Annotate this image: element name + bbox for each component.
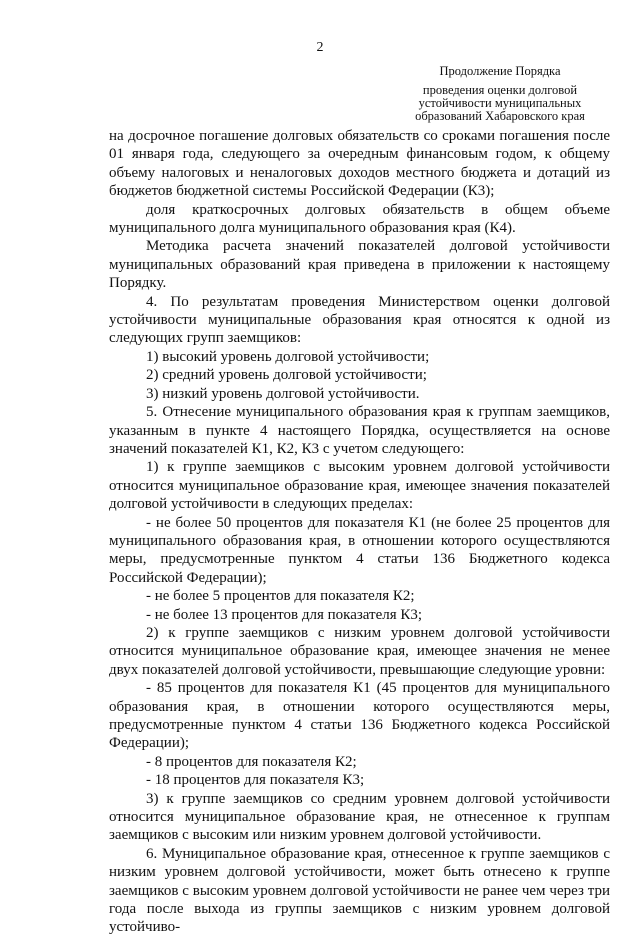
page-number: 2 (316, 40, 324, 55)
paragraph: 3) к группе заемщиков со средним уровнем долговой устойчивости относится муниципальное образование края, не отнесенное к группам заемщиков с высоким или низким уровнем долговой устойчивости. (109, 790, 610, 844)
list-item: - 85 процентов для показателя К1 (45 процентов для муниципального образования края, в отношении которого осуществляются меры, предусмотренные пунктом 4 статьи 136 Бюджетного кодекса Российской Федерации); (109, 680, 610, 752)
paragraph: 4. По результатам проведения Министерством оценки долговой устойчивости муниципальные образования края относятся к одной из следующих групп заемщиков: (109, 293, 610, 347)
paragraph: 6. Муниципальное образование края, отнесенное к группе заемщиков с низким уровнем долговой устойчивости, может быть отнесено к группе заемщиков с высоким уровнем долговой устойчивости не ранее чем через три года после выхода из группы заемщиков с низким уровнем долговой устойчиво- (109, 845, 610, 936)
paragraph: 5. Отнесение муниципального образования края к группам заемщиков, указанным в пункте 4 настоящего Порядка, осуществляется на основе значений показателей К1, К2, К3 с учетом следующего: (109, 404, 610, 457)
list-item: - не более 50 процентов для показателя К1 (не более 25 процентов для муниципального образования края, в отношении которого осуществляются меры, предусмотренные пунктом 4 статьи 136 Бюджетного кодекса Российской Федерации); (109, 514, 610, 586)
list-item: 2) средний уровень долговой устойчивости; (146, 367, 427, 384)
paragraph: 2) к группе заемщиков с низким уровнем долговой устойчивости относится муниципальное образование края, имеющее значения не менее двух показателей долговой устойчивости, превышающие следующие уровни: (109, 624, 610, 678)
list-item: - 8 процентов для показателя К2; (146, 753, 357, 770)
header-line-4: образований Хабаровского края (415, 109, 585, 123)
list-item: - не более 13 процентов для показателя К3; (146, 606, 423, 623)
paragraph: Методика расчета значений показателей долговой устойчивости муниципальных образований края приведена в приложении к настоящему Порядку. (109, 238, 610, 292)
list-item: 3) низкий уровень долговой устойчивости. (146, 385, 420, 402)
list-item: - 18 процентов для показателя К3; (146, 772, 365, 789)
header-note (390, 65, 610, 123)
header-line-2: проведения оценки долговой (422, 83, 578, 97)
document-body (109, 127, 610, 937)
list-item: 1) высокий уровень долговой устойчивости; (146, 348, 430, 365)
list-item: - не более 5 процентов для показателя К2; (146, 588, 415, 605)
header-line-3: устойчивости муниципальных (418, 96, 582, 110)
header-line-1: Продолжение Порядка (439, 64, 561, 78)
paragraph: доля краткосрочных долговых обязательств в общем объеме муниципального долга муниципального образования края (К4). (109, 201, 610, 237)
paragraph-continuation: на досрочное погашение долговых обязательств со сроками погашения после 01 января года, следующего за очередным финансовым годом, к общему объему налоговых и неналоговых доходов местного бюджета и дотаций из бюджетов бюджетной системы Российской Федерации (К3); (109, 128, 610, 200)
paragraph: 1) к группе заемщиков с высоким уровнем долговой устойчивости относится муниципальное образование края, имеющее значения показателей долговой устойчивости в следующих пределах: (109, 459, 610, 513)
